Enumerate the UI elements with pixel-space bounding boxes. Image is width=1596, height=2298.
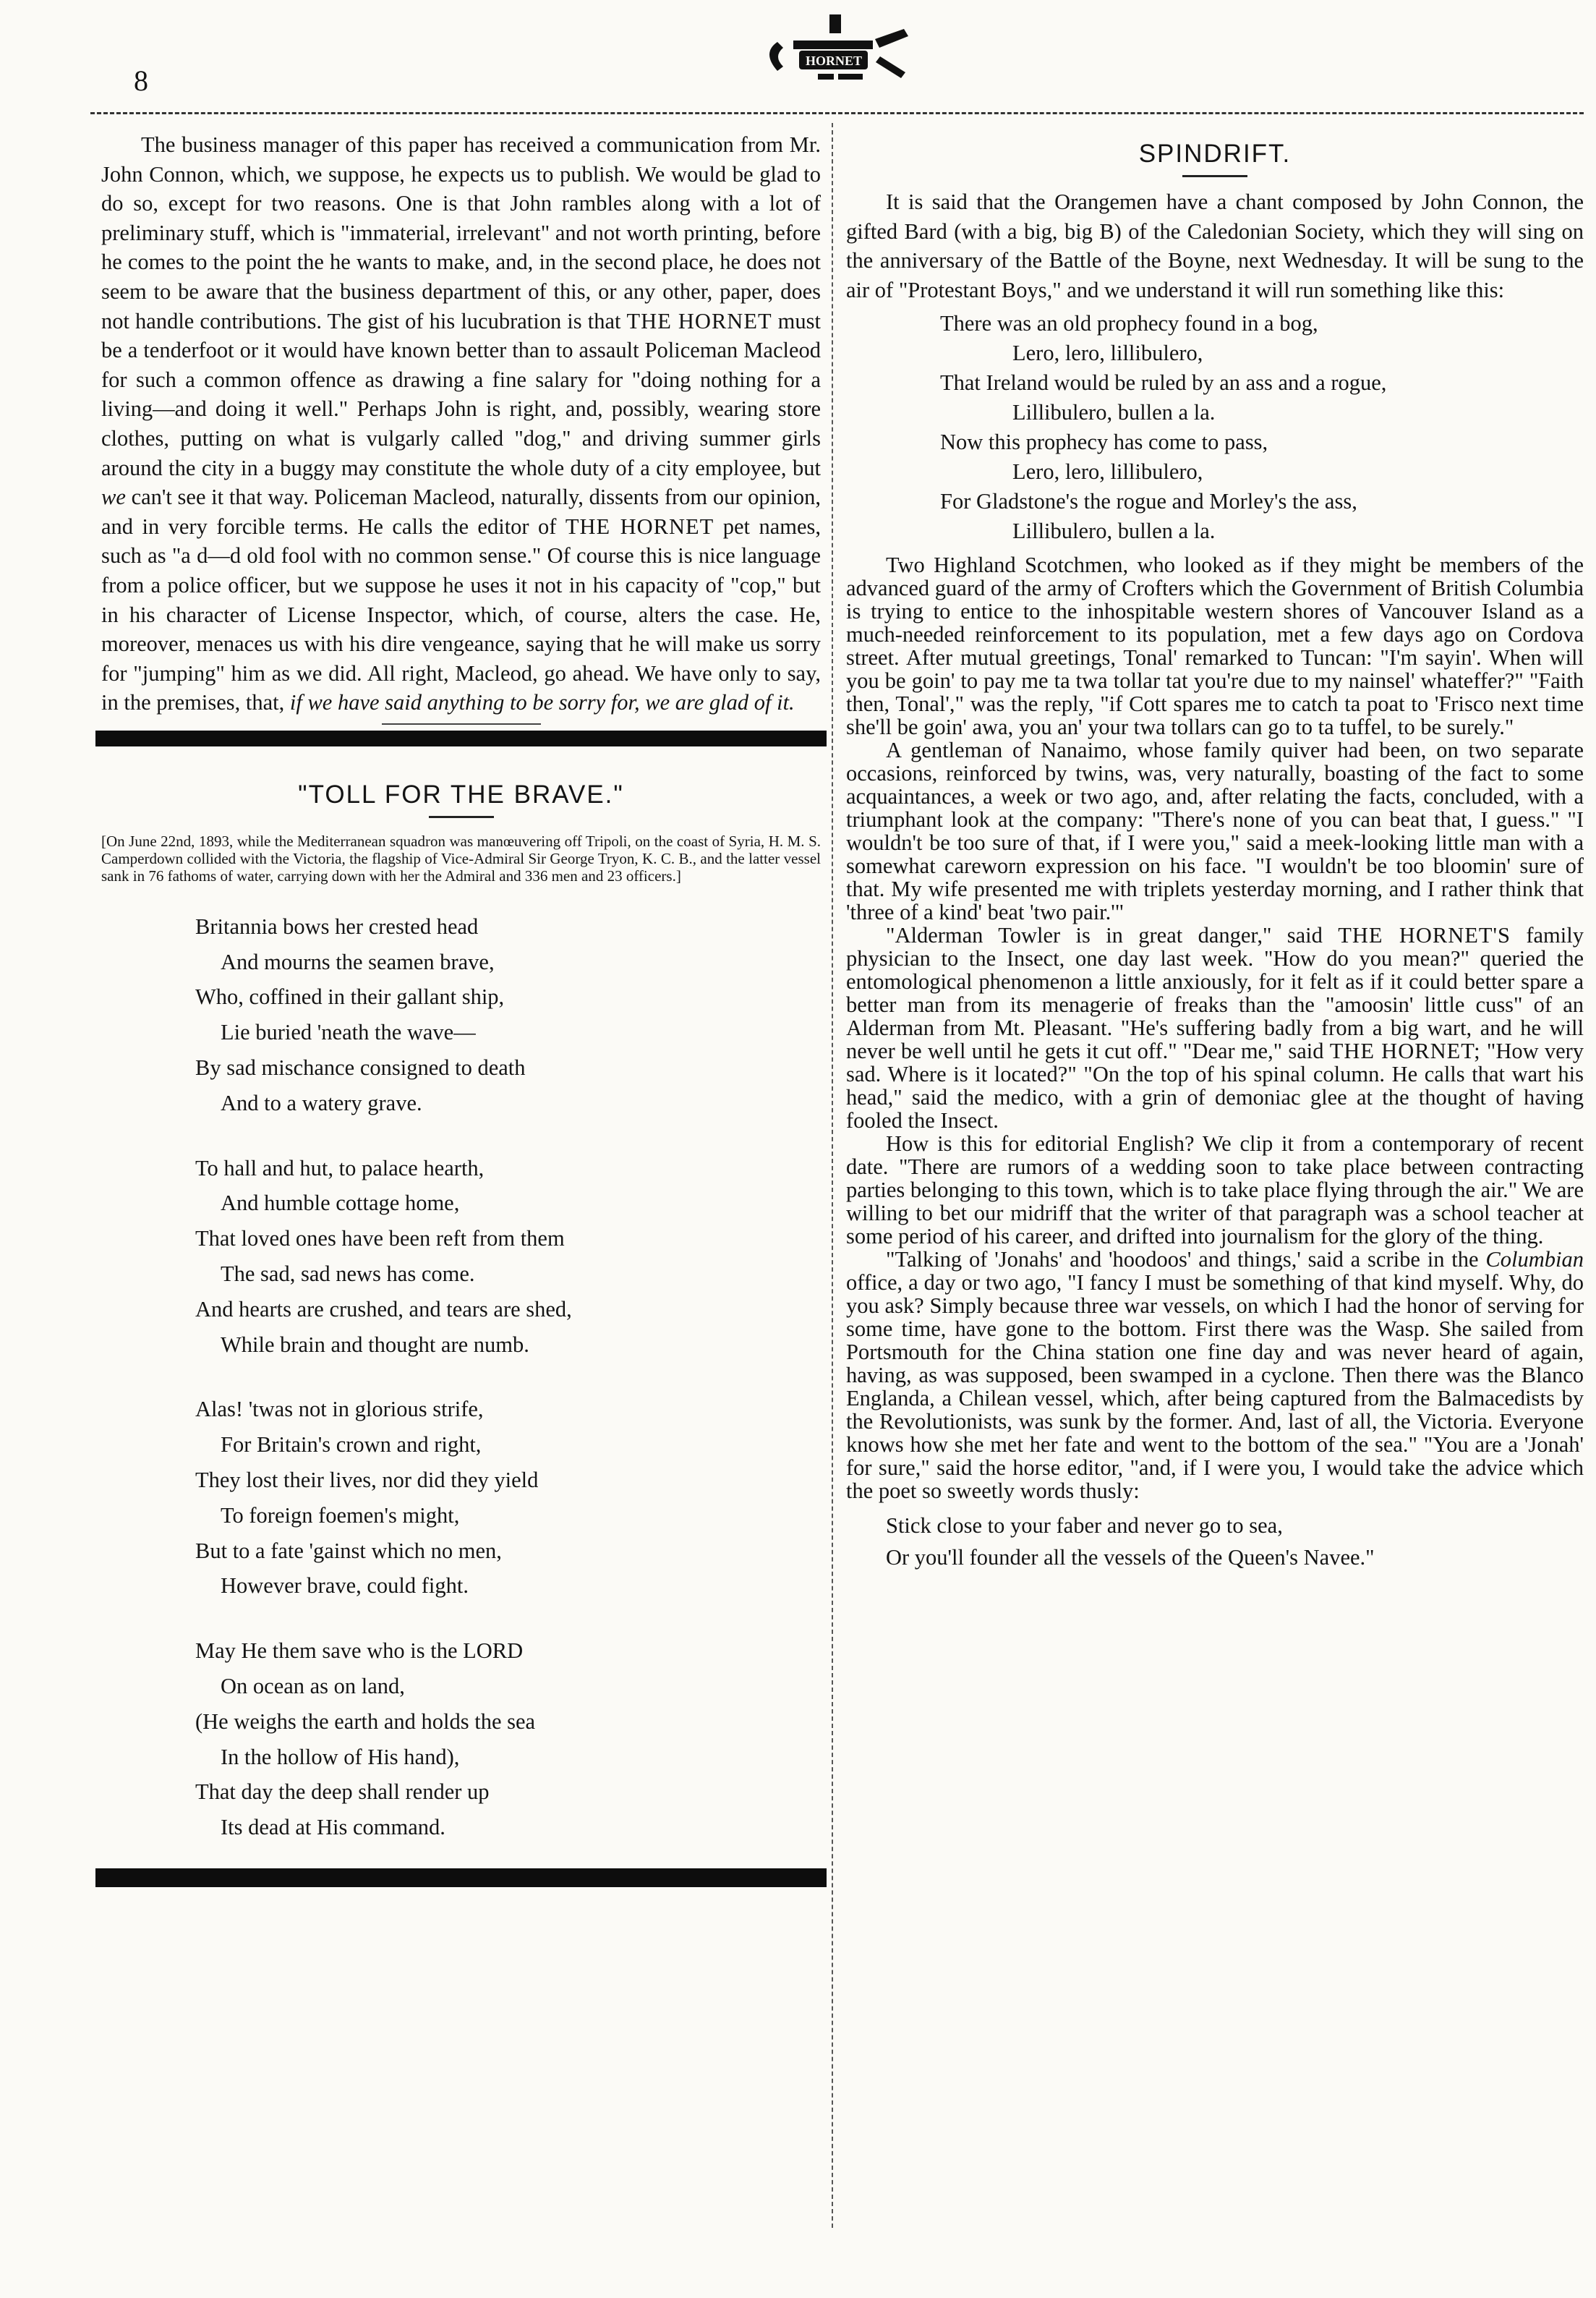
column-divider bbox=[832, 123, 833, 2228]
lillibulero-verse: There was an old prophecy found in a bog, Lero, lero, lillibulero, That Ireland would be ruled by an ass and a rogue, Lillibulero, bullen a la. Now this prophecy has come to pass, Lero, lero, lillibulero, For Gladstone's the rogue and Morley's the ass, Lillibulero, bullen a la. bbox=[940, 311, 1387, 544]
closing-verse: Stick close to your faber and never go to sea, Or you'll founder all the vessels of the Queen's Navee." bbox=[886, 1513, 1375, 1570]
hornet-masthead-logo bbox=[748, 13, 922, 100]
right-column bbox=[846, 130, 1584, 1573]
left-column bbox=[101, 130, 821, 1887]
alderman-paragraph: "Alderman Towler is in great danger," said THE HORNET'S family physician to the Insect, one day last week. "How do you mean?" queried the entomological phenomenon a little anxiously, for it felt as if it could better spare a better man from its menagerie of freaks than the "amoosin' little cuss" of an Alderman from Mt. Pleasant. "He's suffering badly from a big wart, and he will never be well until he gets it cut off." "Dear me," said THE HORNET; "How very sad. Where is it located?" "On the top of his spinal column. He calls that wart his head," said the medico, with a grin of demoniac glee at the thought of having fooled the Insect. bbox=[846, 923, 1584, 1133]
bottom-separator-bar bbox=[95, 1868, 827, 1887]
title-rule bbox=[1182, 175, 1247, 177]
poem-title: "TOLL FOR THE BRAVE." bbox=[298, 780, 624, 809]
page-number: 8 bbox=[134, 64, 148, 97]
poem-headnote: [On June 22nd, 1893, while the Mediterranean squadron was manœuvering off Tripoli, on the coast of Syria, H. M. S. Camperdown collided with the Victoria, the flagship of Vice-Admiral Sir George Tryon, K. C. B., and the latter vessel sank in 76 fathoms of water, carrying down with her the Admiral and 336 men and 23 officers.] bbox=[101, 832, 821, 885]
connon-article: The business manager of this paper has received a communication from Mr. John Connon, which, we suppose, he expects us to publish. We would be glad to do so, except for two reasons. One is that John rambles along with a lot of preliminary stuff, which is "immaterial, irrelevant" and not worth printing, before he comes to the point the he wants to make, and, in the second place, he does not seem to be aware that the business department of this, or any other, paper, does not handle contributions. The gist of his lucubration is that THE HORNET must be a tenderfoot or it would have known better than to assault Policeman Macleod for such a common offence as drawing a fine salary for "doing nothing for a living—and doing it well." Perhaps John is right, and, possibly, wearing store clothes, putting on what is vulgarly called "dog," and driving summer girls around the city in a buggy may constitute the whole duty of a city employee, but we can't see it that way. Policeman Macleod, naturally, dissents from our opinion, and in very forcible terms. He calls the editor of THE HORNET pet names, such as "a d—d old fool with no common sense." Of course this is nice language from a police officer, but we suppose he uses it not in his capacity of "cop," but in his character of License Inspector, which, of course, alters the case. He, moreover, menaces us with his dire vengeance, saying that he will make us sorry for "jumping" him as we did. All right, Macleod, go ahead. We have only to say, in the premises, that, if we have said anything to be sorry for, we are glad of it. bbox=[101, 132, 821, 715]
poem-stanza-2: To hall and hut, to palace hearth, And humble cottage home, That loved ones have been reft from them The sad, sad news has come. And hearts are crushed, and tears are shed, While brain and thought are numb. bbox=[195, 1155, 572, 1357]
article-end-rule bbox=[382, 723, 541, 725]
editorial-english-paragraph: How is this for editorial English? We clip it from a contemporary of recent date. "There are rumors of a wedding soon to take place between contracting parties belonging to this town, which is to take place flying through the air." We are willing to bet our midriff that the writer of that paragraph was a school teacher at some period of his career, and drifted into journalism for the glory of the thing. bbox=[846, 1131, 1584, 1249]
nanaimo-paragraph: A gentleman of Nanaimo, whose family quiver had been, on two separate occasions, reinforced by twins, was, very naturally, boasting of the fact to some acquaintances, a week or two ago, and, after relating the facts, concluded, with a triumphant look at the company: "There's none of you can beat that, I guess." "I wouldn't be too sure of that, if I were you," said a meek-looking little man with a somewhat careworn expression on his face. "I wouldn't be too bloomin' sure of that. My wife presented me with triplets yesterday morning, and I rather think that 'three of a kind' beat 'two pair.'" bbox=[846, 738, 1584, 925]
top-rule bbox=[90, 112, 1584, 114]
svg-text:HORNET: HORNET bbox=[805, 54, 863, 68]
poem-stanza-3: Alas! 'twas not in glorious strife, For Britain's crown and right, They lost their lives, nor did they yield To foreign foemen's might, But to a fate 'gainst which no men, However brave, could fight. bbox=[195, 1397, 539, 1599]
scotchmen-paragraph: Two Highland Scotchmen, who looked as if they might be members of the advanced guard of the army of Crofters which the Government of British Columbia is trying to entice to the inhospitable western shores of Vancouver Island as a much-needed reinforcement to its population, met a few days ago on Cordova street. After mutual greetings, Tonal' remarked to Tuncan: "I'm sayin'. When will you be goin' to pay me ta twa tollar tat you're due to my nainsel' whateffer?" "Faith then, Tonal'," was the reply, "if Cott spares me to catch ta poat to 'Frisco next time she'll be goin' awa, you an' your twa tollars can go to ta tuffel, to be surely." bbox=[846, 553, 1584, 740]
section-separator-bar bbox=[95, 731, 827, 746]
poem-stanza-1: Britannia bows her crested head And mourns the seamen brave, Who, coffined in their gallant ship, Lie buried 'neath the wave— By sad mischance consigned to death And to a watery grave. bbox=[195, 914, 526, 1115]
spindrift-title: SPINDRIFT. bbox=[1138, 140, 1292, 168]
poem-stanza-4: May He them save who is the LORD On ocean as on land, (He weighs the earth and holds the sea In the hollow of His hand), That day the deep shall render up Its dead at His command. bbox=[195, 1638, 536, 1840]
title-rule bbox=[429, 816, 494, 818]
orangemen-paragraph: It is said that the Orangemen have a chant composed by John Connon, the gifted Bard (with a big, big B) of the Caledonian Society, which they will sing on the anniversary of the Battle of the Boyne, next Wednesday. It will be sung to the air of "Protestant Boys," and we understand it will run something like this: bbox=[846, 190, 1584, 302]
jonahs-paragraph: "Talking of 'Jonahs' and 'hoodoos' and things,' said a scribe in the Columbian office, a day or two ago, "I fancy I must be something of that kind myself. Why, do you ask? Simply because three war vessels, on which I had the honor of serving for some time, have gone to the bottom. First there was the Wasp. She sailed from Portsmouth for the China station one fine day and was never heard of again, having, as was supposed, been swamped in a cyclone. Then there was the Blanco Englanda, a Chilean vessel, which, after being captured from the Balmacedists by the Revolutionists, was sunk by the former. And, last of all, the Victoria. Everyone knows how she met her fate and went to the bottom of the sea." "You are a 'Jonah' for sure," said the horse editor, "and, if I were you, I would take the advice which the poet so sweetly words thusly: bbox=[846, 1247, 1584, 1504]
